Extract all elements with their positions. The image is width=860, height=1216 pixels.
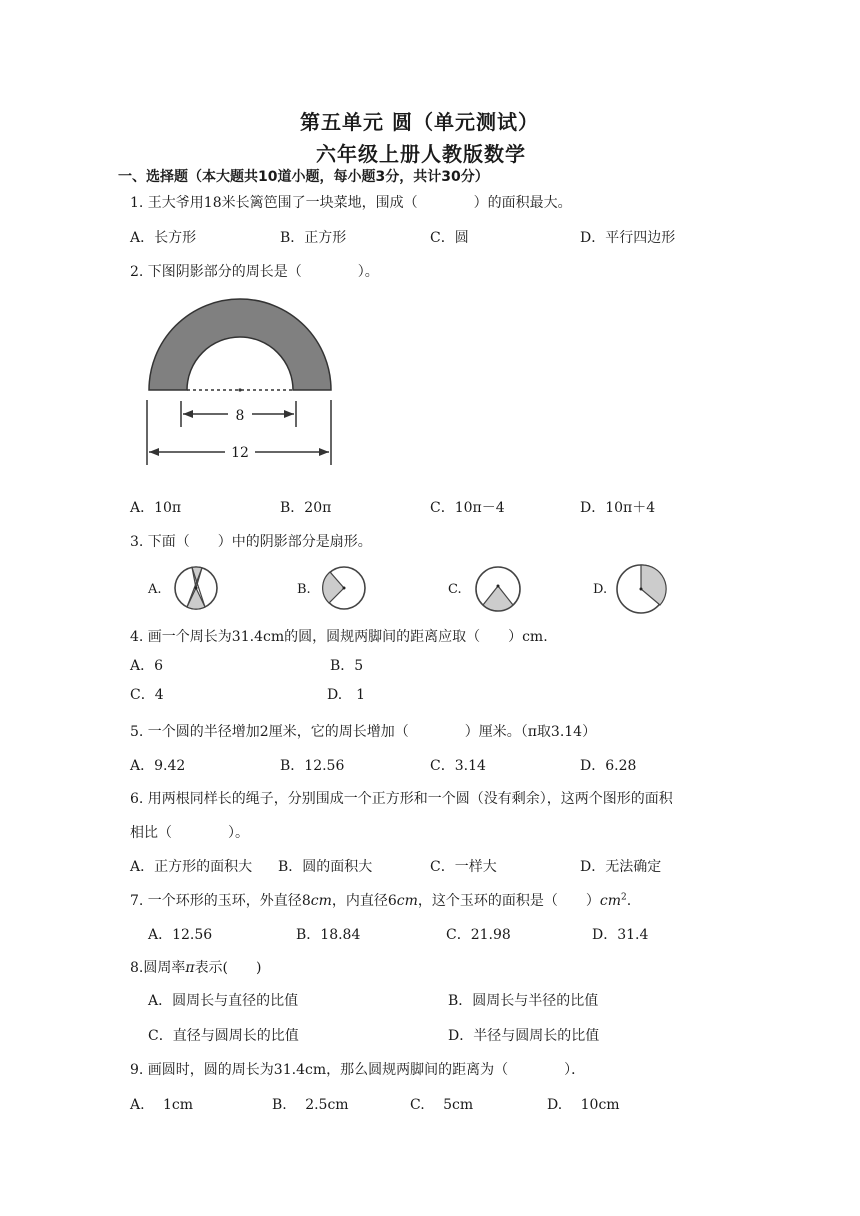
q8-option-d: D．半径与圆周长的比值 bbox=[448, 1028, 600, 1044]
q9-option-b: B. 2.5cm bbox=[272, 1097, 349, 1113]
page-title: 第五单元 圆（单元测试） bbox=[300, 110, 539, 134]
q9-option-c: C. 5cm bbox=[410, 1097, 474, 1113]
q8-option-c: C．直径与圆周长的比值 bbox=[148, 1028, 299, 1044]
q2-option-c: C．10π－4 bbox=[430, 500, 505, 516]
q3-option-a-label: A. bbox=[148, 582, 162, 597]
q1-option-b: B．正方形 bbox=[280, 230, 347, 246]
center-point bbox=[238, 388, 241, 391]
q3-figure-b bbox=[320, 564, 368, 612]
inner-diameter-label: 8 bbox=[235, 408, 245, 424]
page-subtitle: 六年级上册人教版数学 bbox=[316, 142, 526, 166]
q9-option-d: D. 10cm bbox=[547, 1097, 620, 1113]
question-2-stem: 2. 下图阴影部分的周长是（ ）。 bbox=[130, 264, 379, 280]
question-1-stem: 1. 王大爷用18米长篱笆围了一块菜地，围成（ ）的面积最大。 bbox=[130, 195, 572, 211]
q4-option-a: A．6 bbox=[130, 658, 164, 674]
q3-figure-a bbox=[172, 564, 220, 612]
semi-ring-figure bbox=[130, 295, 350, 470]
q6-option-d: D．无法确定 bbox=[580, 859, 662, 875]
q5-option-a: A．9.42 bbox=[130, 758, 186, 774]
q6-option-c: C．一样大 bbox=[430, 859, 497, 875]
question-5-stem: 5. 一个圆的半径增加2厘米，它的周长增加（ ）厘米。（π取3.14） bbox=[130, 724, 597, 740]
question-8-stem: 8.圆周率π表示( ) bbox=[130, 960, 262, 976]
q6-option-b: B．圆的面积大 bbox=[278, 859, 373, 875]
q8-option-a: A．圆周长与直径的比值 bbox=[148, 993, 299, 1009]
shaded-semi-ring bbox=[149, 299, 331, 390]
q5-option-c: C．3.14 bbox=[430, 758, 486, 774]
question-7-stem: 7. 一个环形的玉环，外直径8cm，内直径6cm，这个玉环的面积是（ ）$cm^2$. bbox=[130, 892, 632, 909]
q1-option-d: D．平行四边形 bbox=[580, 230, 676, 246]
q3-option-c-label: C. bbox=[448, 582, 462, 597]
q7-option-b: B．18.84 bbox=[296, 927, 361, 943]
q4-option-d: D. 1 bbox=[327, 687, 366, 703]
question-4-stem: 4. 画一个周长为31.4cm的圆，圆规两脚间的距离应取（ ）cm. bbox=[130, 629, 548, 645]
q7-option-d: D．31.4 bbox=[592, 927, 649, 943]
q1-option-a: A．长方形 bbox=[130, 230, 197, 246]
q3-option-d-label: D. bbox=[593, 582, 608, 597]
q4-option-b: B．5 bbox=[330, 658, 364, 674]
section-heading: 一、选择题（本大题共10道小题，每小题3分，共计30分） bbox=[118, 169, 489, 185]
question-6-stem: 6. 用两根同样长的绳子，分别围成一个正方形和一个圆（没有剩余），这两个图形的面积 bbox=[130, 791, 673, 807]
q9-option-a: A. 1cm bbox=[130, 1097, 194, 1113]
q2-option-a: A．10π bbox=[130, 500, 182, 516]
q7-option-c: C．21.98 bbox=[446, 927, 511, 943]
question-3-stem: 3. 下面（ ）中的阴影部分是扇形。 bbox=[130, 534, 372, 550]
q3-option-b-label: B. bbox=[297, 582, 311, 597]
outer-diameter-label: 12 bbox=[231, 445, 249, 461]
q8-option-b: B．圆周长与半径的比值 bbox=[448, 993, 599, 1009]
q6-option-a: A．正方形的面积大 bbox=[130, 859, 253, 875]
q7-option-a: A．12.56 bbox=[148, 927, 213, 943]
q2-option-b: B．20π bbox=[280, 500, 332, 516]
q5-option-d: D．6.28 bbox=[580, 758, 637, 774]
q3-figure-c bbox=[473, 564, 523, 614]
q2-option-d: D．10π＋4 bbox=[580, 500, 656, 516]
q5-option-b: B．12.56 bbox=[280, 758, 345, 774]
question-9-stem: 9. 画圆时，圆的周长为31.4cm，那么圆规两脚间的距离为（ ）． bbox=[130, 1062, 586, 1078]
q4-option-c: C．4 bbox=[130, 687, 164, 703]
q1-option-c: C．圆 bbox=[430, 230, 469, 246]
q3-figure-d bbox=[614, 562, 668, 616]
question-6-stem-line2: 相比（ ）。 bbox=[130, 825, 249, 841]
